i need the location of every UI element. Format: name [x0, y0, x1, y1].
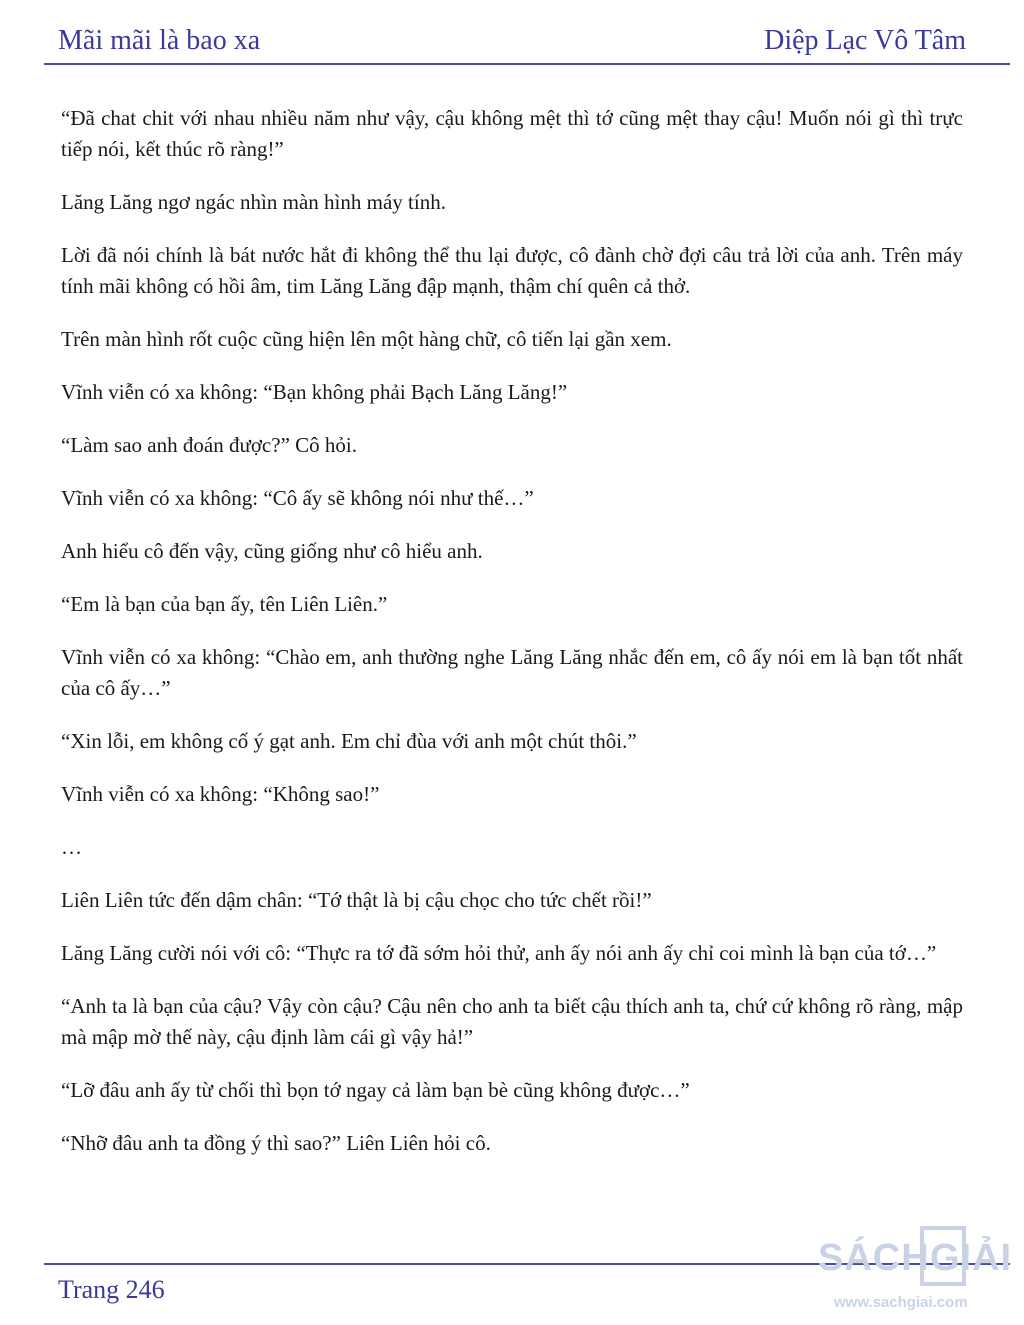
watermark-brand-left: SÁCH — [818, 1237, 930, 1279]
paragraph: “Đã chat chit với nhau nhiều năm như vậy, cậu không mệt thì tớ cũng mệt thay cậu! Muốn nói gì thì trực tiếp nói, kết thúc rõ ràng!” — [61, 106, 963, 161]
paragraph: Anh hiểu cô đến vậy, cũng giống như cô hiểu anh. — [61, 539, 483, 563]
paragraph: “Nhỡ đâu anh ta đồng ý thì sao?” Liên Liên hỏi cô. — [61, 1131, 491, 1155]
paragraph: Vĩnh viễn có xa không: “Cô ấy sẽ không nói như thế…” — [61, 486, 534, 510]
watermark-url: www.sachgiai.com — [834, 1294, 968, 1311]
paragraph: Liên Liên tức đến dậm chân: “Tớ thật là bị cậu chọc cho tức chết rồi!” — [61, 888, 652, 912]
author-name: Diệp Lạc Vô Tâm — [764, 25, 966, 56]
paragraph: “Làm sao anh đoán được?” Cô hỏi. — [61, 433, 357, 457]
paragraph: “Lỡ đâu anh ấy từ chối thì bọn tớ ngay cả làm bạn bè cũng không được…” — [61, 1078, 690, 1102]
header-divider — [44, 63, 1010, 65]
paragraph: Vĩnh viễn có xa không: “Không sao!” — [61, 782, 380, 806]
paragraph: Lăng Lăng cười nói với cô: “Thực ra tớ đã sớm hỏi thử, anh ấy nói anh ấy chỉ coi mình là bạn của tớ…” — [61, 941, 937, 965]
paragraph: “Xin lỗi, em không cố ý gạt anh. Em chỉ đùa với anh một chút thôi.” — [61, 729, 637, 753]
sachgiai-watermark-logo — [812, 1222, 1020, 1318]
watermark-brand-right: GIẢI — [930, 1237, 1013, 1279]
page-number: Trang 246 — [58, 1275, 165, 1304]
paragraph: Vĩnh viễn có xa không: “Bạn không phải Bạch Lăng Lăng!” — [61, 380, 568, 404]
paragraph: “Anh ta là bạn của cậu? Vậy còn cậu? Cậu nên cho anh ta biết cậu thích anh ta, chứ cứ không rõ ràng, mập mà mập mờ thế này, cậu định làm cái gì vậy hả!” — [61, 994, 963, 1049]
paragraph: Lời đã nói chính là bát nước hắt đi không thể thu lại được, cô đành chờ đợi câu trả lời của anh. Trên máy tính mãi không có hồi âm, tim Lăng Lăng đập mạnh, thậm chí quên cả thở. — [61, 243, 963, 298]
paragraph: Trên màn hình rốt cuộc cũng hiện lên một hàng chữ, cô tiến lại gần xem. — [61, 327, 672, 351]
page-body — [61, 103, 963, 1181]
paragraph: Lăng Lăng ngơ ngác nhìn màn hình máy tính. — [61, 190, 446, 214]
paragraph: Vĩnh viễn có xa không: “Chào em, anh thường nghe Lăng Lăng nhắc đến em, cô ấy nói em là bạn tốt nhất của cô ấy…” — [61, 645, 963, 700]
scene-break: … — [61, 835, 82, 859]
book-title: Mãi mãi là bao xa — [58, 25, 261, 56]
page-header — [0, 0, 1024, 66]
paragraph: “Em là bạn của bạn ấy, tên Liên Liên.” — [61, 592, 388, 616]
